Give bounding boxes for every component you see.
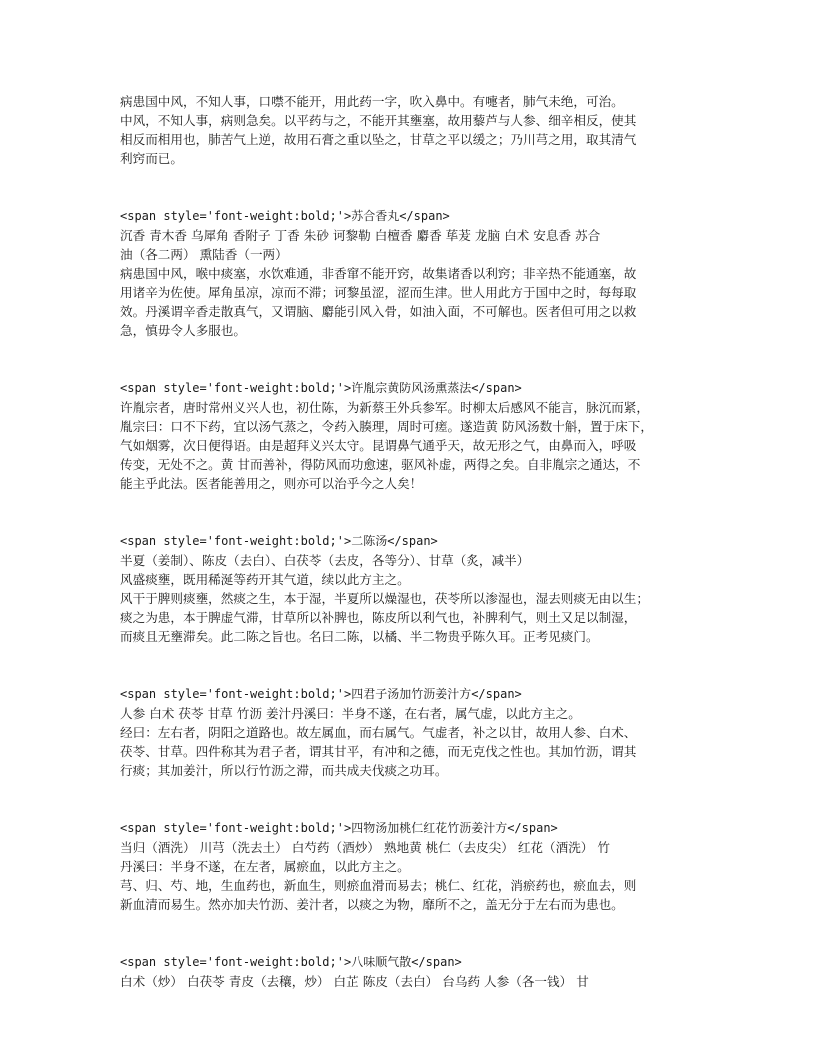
text-line: 风干于脾则痰壅，然痰之生，本于湿，半夏所以燥湿也，茯苓所以渗湿也，湿去则痰无由以生； [120,591,649,606]
section-erchen-tang [120,532,698,646]
section-xu-yinzong [120,379,698,493]
text-line: 白术（炒） 白茯苓 青皮（去穰，炒） 白芷 陈皮（去白） 台乌药 人参（各一钱） 甘 [120,974,589,989]
section-title: 二陈汤 [351,534,388,548]
text-line: 丹溪曰：半身不遂，在左者，属瘀血，以此方主之。 [120,859,410,874]
text-line: 油（各二两） 熏陆香（一两） [120,247,288,262]
text-line: 而痰且无壅滞矣。此二陈之旨也。名曰二陈，以橘、半二物贵乎陈久耳。正考见痰门。 [120,629,599,644]
text-line: 经曰：左右者，阴阳之道路也。故左属血，而右属气。气虚者，补之以甘，故用人参、白术、 [120,725,637,740]
text-line: 茯苓、甘草。四件称其为君子者，谓其甘平，有冲和之德，而无克伐之性也。其加竹沥，谓其 [120,744,637,759]
tag-open: <span style='font-weight:bold;'> [120,955,352,969]
section-siwu-tang [120,819,698,914]
text-line: 沉香 青木香 乌犀角 香附子 丁香 朱砂 诃黎勒 白檀香 麝香 荜茇 龙脑 白术 安息香 苏合 [120,228,601,243]
section-heading [120,379,698,398]
section-title: 八味顺气散 [351,955,412,969]
text-line: 新血清而易生。然亦加夫竹沥、姜汁者，以痰之为物，靡所不之，盖无分于左右而为患也。 [120,897,624,912]
tag-close: </span> [507,821,558,835]
tag-open: <span style='font-weight:bold;'> [120,209,352,223]
text-line: 半夏（姜制）、陈皮（去白）、白茯苓（去皮，各等分）、甘草（炙，减半） [120,553,530,568]
tag-close: </span> [387,534,438,548]
document-page [120,92,698,991]
section-title: 四物汤加桃仁红花竹沥姜汁方 [351,821,508,835]
section-suhexiang-wan [120,207,698,340]
tag-open: <span style='font-weight:bold;'> [120,534,352,548]
tag-close: </span> [411,955,462,969]
text-line: 行痰；其加姜汁，所以行竹沥之滞，而共成夫伐痰之功耳。 [120,763,448,778]
text-line: 胤宗曰：口不下药，宜以汤气蒸之，令药入腠理，周时可瘥。遂造黄 防风汤数十斛，置于床下， [120,419,653,434]
text-line: 传变，无处不之。黄 甘而善补，得防风而功愈速，驱风补虚，两得之矣。自非胤宗之通达，不 [120,457,641,472]
tag-open: <span style='font-weight:bold;'> [120,381,352,395]
tag-close: </span> [471,687,522,701]
text-line: 人参 白术 茯苓 甘草 竹沥 姜汁丹溪曰：半身不遂，在右者，属气虚，以此方主之。 [120,706,581,721]
section-title: 许胤宗黄防风汤熏蒸法 [351,381,472,395]
text-line: 许胤宗者，唐时常州义兴人也，初仕陈，为新蔡王外兵参军。时柳太后感风不能言，脉沉而紧， [120,400,649,415]
text-line: 痰之为患，本于脾虚气滞，甘草所以补脾也，陈皮所以利气也，补脾利气，则土又足以制湿， [120,610,637,625]
section-heading [120,685,698,704]
text-line: 急，慎毋令人多服也。 [120,323,246,338]
tag-close: </span> [399,209,450,223]
section-heading [120,207,698,226]
section-title: 四君子汤加竹沥姜汁方 [351,687,472,701]
text-line: 能主乎此法。医者能善用之，则亦可以治乎今之人矣！ [120,476,423,491]
text-line: 当归（酒洗） 川芎（洗去土） 白芍药（酒炒） 熟地黄 桃仁（去皮尖） 红花（酒洗） 竹 [120,840,610,855]
text-line: 效。丹溪谓辛香走散真气，又谓脑、麝能引风入骨，如油入面，不可解也。医者但可用之以救 [120,304,637,319]
tag-open: <span style='font-weight:bold;'> [120,821,352,835]
text-line: 中风，不知人事，病则急矣。以平药与之，不能开其壅塞，故用藜芦与人参、细辛相反，使其 [120,113,637,128]
text-line: 风盛痰壅，既用稀涎等药开其气道，续以此方主之。 [120,572,410,587]
section-sijunzi-tang [120,685,698,780]
section-title: 苏合香丸 [351,209,400,223]
section-heading [120,819,698,838]
text-line: 利窍而已。 [120,151,183,166]
tag-open: <span style='font-weight:bold;'> [120,687,352,701]
text-line: 相反而相用也，肺苦气上逆，故用石膏之重以坠之，甘草之平以缓之；乃川芎之用，取其清气 [120,132,637,147]
text-line: 气如烟雾，次日便得语。由是超拜义兴太守。昆谓鼻气通乎天，故无形之气，由鼻而入，呼吸 [120,438,637,453]
text-line: 芎、归、芍、地，生血药也，新血生，则瘀血滑而易去；桃仁、红花，消瘀药也，瘀血去，则 [120,878,637,893]
text-line: 病患国中风，喉中痰塞，水饮难通，非香窜不能开窍，故集诸香以利窍；非辛热不能通塞，故 [120,266,637,281]
intro-paragraph [120,92,698,168]
section-bawei-shunqi-san [120,953,698,991]
text-line: 用诸辛为佐使。犀角虽凉，凉而不滞；诃黎虽涩，涩而生津。世人用此方于国中之时，每每取 [120,285,637,300]
section-heading [120,532,698,551]
tag-close: </span> [471,381,522,395]
text-line: 病患国中风，不知人事，口噤不能开，用此药一字，吹入鼻中。有嚏者，肺气未绝，可治。 [120,94,624,109]
section-heading [120,953,698,972]
